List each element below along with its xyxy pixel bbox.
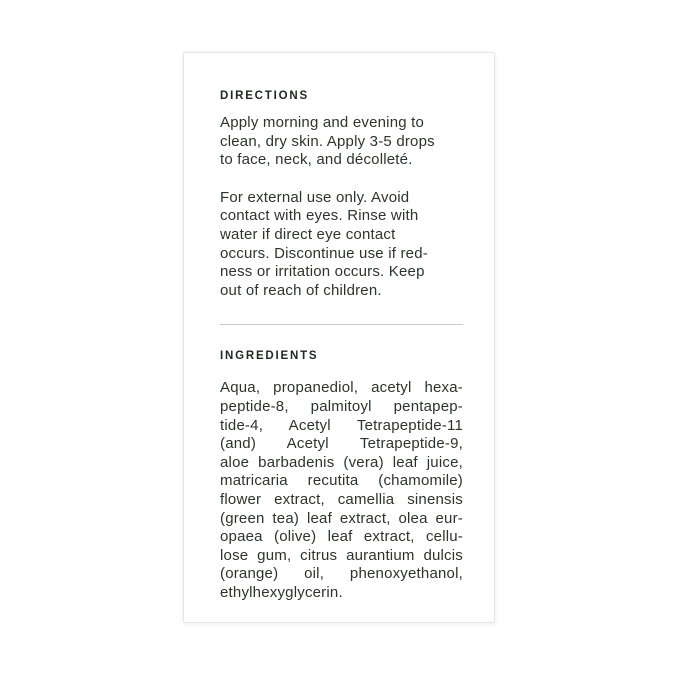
text-line: For external use only. Avoid [220,188,410,206]
text-line: to face, neck, and décolleté. [220,151,413,169]
text-line: aloe barbadenis (vera) leaf juice, [220,453,463,471]
directions-heading: DIRECTIONS [220,90,309,102]
text-line: ness or irritation occurs. Keep [220,263,425,281]
ingredients-paragraph [220,379,463,602]
directions-paragraph-2 [220,189,463,301]
directions-paragraph-1 [220,114,463,170]
text-line: water if direct eye contact [220,225,396,243]
text-line: occurs. Discontinue use if red- [220,244,428,262]
text-line: tide-4, Acetyl Tetrapeptide-11 [220,416,463,434]
text-line: flower extract, camellia sinensis [220,490,463,508]
text-line: ethylhexyglycerin. [220,583,343,601]
text-line: peptide-8, palmitoyl pentapep- [220,397,463,415]
ingredients-heading: INGREDIENTS [220,350,319,363]
text-line: (orange) oil, phenoxyethanol, [220,565,463,583]
text-line: (green tea) leaf extract, olea eur- [220,509,463,527]
product-label-card [183,52,495,623]
text-line: matricaria recutita (chamomile) [220,472,463,490]
text-line: opaea (olive) leaf extract, cellu- [220,528,463,546]
section-divider [220,324,463,325]
text-line: Aqua, propanediol, acetyl hexa- [220,379,463,397]
text-line: lose gum, citrus aurantium dulcis [220,546,463,564]
text-line: out of reach of children. [220,281,382,299]
text-line: Apply morning and evening to [220,114,425,131]
text-line: (and) Acetyl Tetrapeptide-9, [220,435,463,453]
text-line: contact with eyes. Rinse with [220,207,419,225]
text-line: clean, dry skin. Apply 3-5 drops [220,132,435,150]
